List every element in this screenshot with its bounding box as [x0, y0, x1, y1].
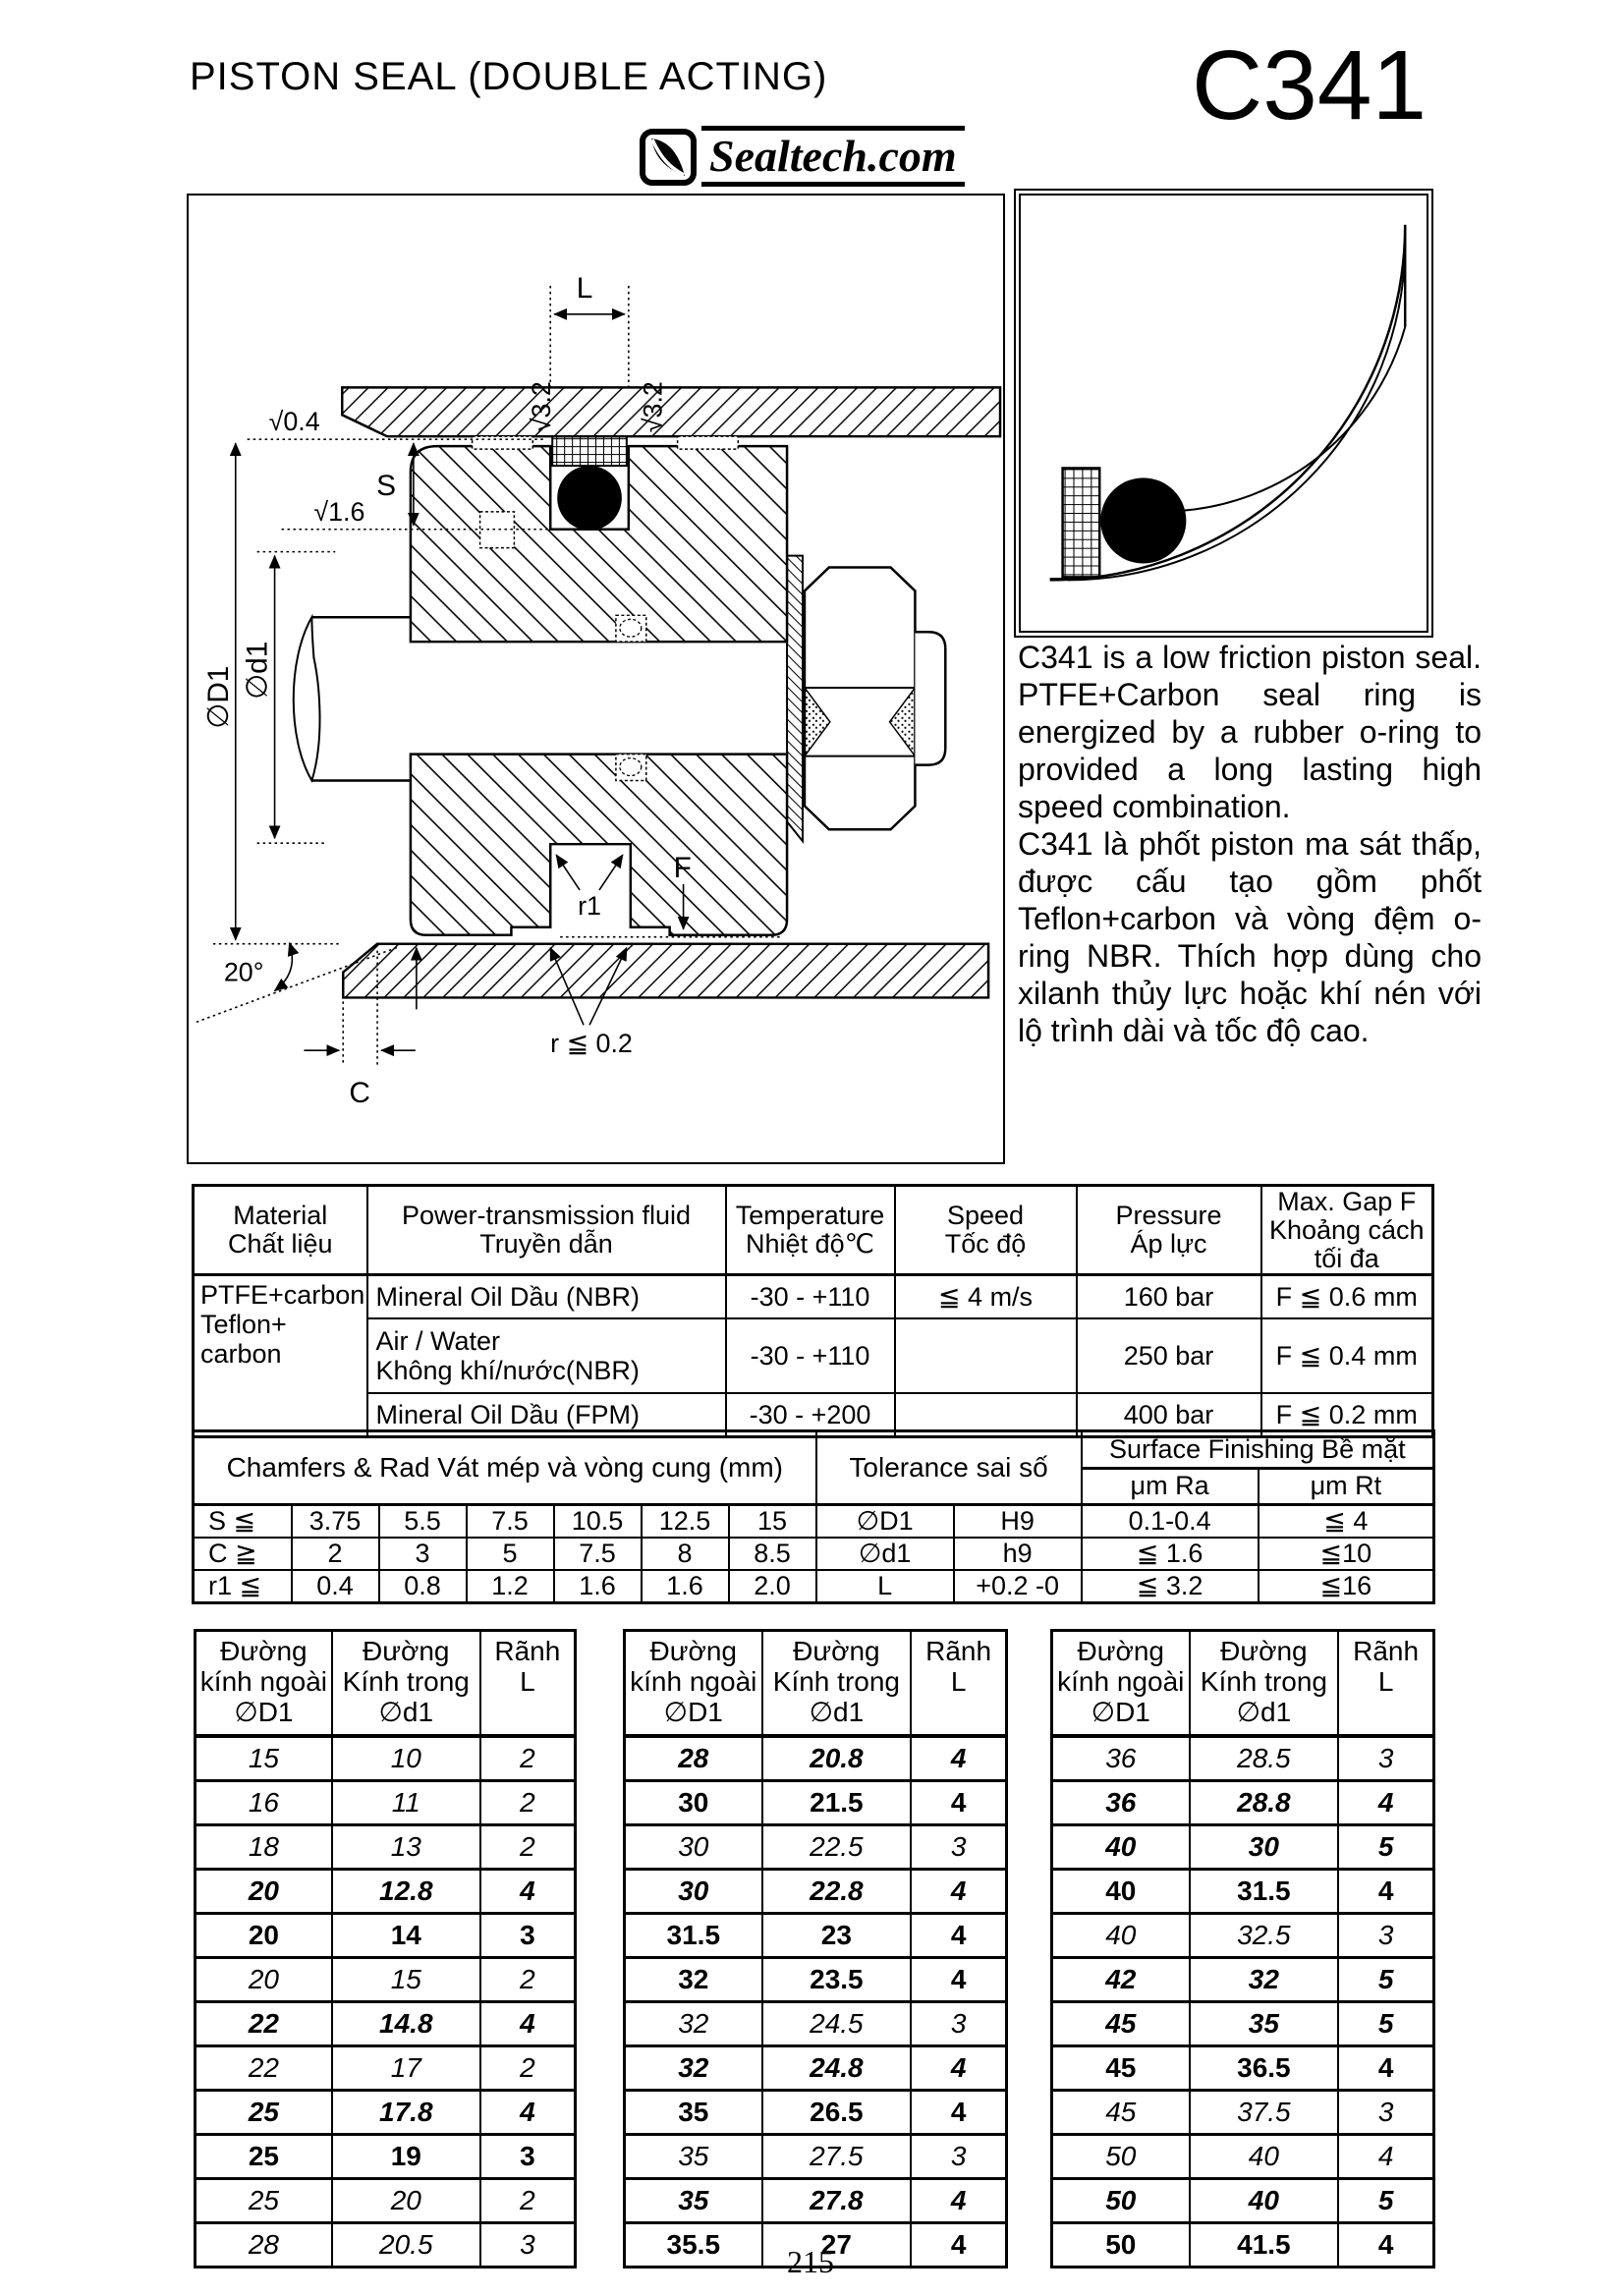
- table-row: [1052, 2223, 1434, 2268]
- table-row: [625, 2179, 1007, 2223]
- o-ring: [557, 466, 622, 531]
- table-row: [196, 2002, 576, 2046]
- table-row: [625, 2091, 1007, 2135]
- table-row: [196, 1914, 576, 1958]
- fluid-cell: Mineral Oil Dầu (NBR): [367, 1275, 726, 1319]
- dim-cell: 2: [480, 1958, 576, 2002]
- dim-cell: 28.8: [1190, 1781, 1339, 1825]
- dim-cell: 50: [1052, 2179, 1190, 2223]
- ptfe-ring-section: [1063, 468, 1100, 577]
- table-row: [625, 2135, 1007, 2179]
- dim-cell: 30: [625, 1870, 762, 1914]
- dim-cell: 20: [196, 1870, 332, 1914]
- table-row: [196, 1781, 576, 1825]
- table-row: [1052, 1914, 1434, 1958]
- dim-cell: 17: [332, 2046, 480, 2091]
- table-row: [1052, 2091, 1434, 2135]
- col-outer-diameter: Đường kính ngoài ∅D1: [1052, 1631, 1190, 1737]
- chamfer-row: S ≦ 3.75 5.5 7.5 10.5 12.5 15 ∅D1 H9 0.1-0.4 ≦ 4: [194, 1505, 1434, 1539]
- dim-cell: 15: [196, 1736, 332, 1781]
- dim-cell: 35: [625, 2091, 762, 2135]
- table-row: [196, 1736, 576, 1781]
- fluid-cell: Mineral Oil Dầu (FPM): [367, 1393, 726, 1437]
- dim-cell: 27.5: [762, 2135, 912, 2179]
- table-row: [625, 1870, 1007, 1914]
- dim-cell: 13: [332, 1825, 480, 1870]
- dim-cell: 11: [332, 1781, 480, 1825]
- dim-cell: 3: [911, 1825, 1006, 1870]
- seal-detail-svg: [1021, 196, 1427, 631]
- dim-cell: 22: [196, 2002, 332, 2046]
- table-row: [1052, 1958, 1434, 2002]
- dim-C: C: [349, 1076, 370, 1109]
- dim-cell: 14.8: [332, 2002, 480, 2046]
- dim-cell: 3: [480, 2135, 576, 2179]
- dimension-table-2: [623, 1629, 1008, 2268]
- piston-relief-groove: [480, 512, 515, 548]
- flange-plate: [787, 556, 803, 842]
- speed-cell: ≦ 4 m/s: [895, 1275, 1077, 1319]
- dim-cell: 4: [1338, 1870, 1433, 1914]
- o-ring-section: [1100, 477, 1186, 563]
- dim-cell: 4: [1338, 2223, 1433, 2268]
- dim-cell: 15: [332, 1958, 480, 2002]
- dim-L: L: [576, 271, 593, 305]
- dim-header-row: [196, 1631, 576, 1737]
- dim-cell: 20: [332, 2179, 480, 2223]
- cross-section-svg: [189, 196, 1003, 1162]
- dim-cell: 19: [332, 2135, 480, 2179]
- dim-roughness-3-2-right: √3.2: [638, 381, 668, 433]
- dim-cell: 41.5: [1190, 2223, 1339, 2268]
- dim-cell: 36.5: [1190, 2046, 1339, 2091]
- dim-cell: 50: [1052, 2223, 1190, 2268]
- dim-d1: ∅d1: [241, 641, 274, 700]
- dim-cell: 4: [1338, 2135, 1433, 2179]
- dim-cell: 28: [196, 2223, 332, 2268]
- gap-cell: F ≦ 0.2 mm: [1261, 1393, 1433, 1437]
- description-vietnamese: C341 là phốt piston ma sát thấp, được cấu tạo gồm phốt Teflon+carbon và vòng đệm o-ring NBR. Thích hợp dùng cho xilanh thủy lực hoặc khí nén với lộ trình dài và tốc độ cao.: [1018, 826, 1482, 1048]
- table-row: [625, 1958, 1007, 2002]
- logo-rule-bottom: [701, 182, 965, 187]
- dim-cell: 3: [1338, 2091, 1433, 2135]
- table-row: [1052, 2179, 1434, 2223]
- cylinder-wall-bottom: [343, 944, 988, 998]
- dim-cell: 26.5: [762, 2091, 912, 2135]
- dim-cell: 4: [911, 2179, 1006, 2223]
- dim-cell: 42: [1052, 1958, 1190, 2002]
- dim-cell: 24.8: [762, 2046, 912, 2091]
- dim-cell: 40: [1190, 2135, 1339, 2179]
- dim-angle-20: 20°: [223, 957, 264, 987]
- table-row: [1052, 1870, 1434, 1914]
- dim-r1: r1: [578, 890, 601, 921]
- table-row: [625, 1736, 1007, 1781]
- spec-header-row: [194, 1186, 1433, 1275]
- dim-cell: 30: [1190, 1825, 1339, 1870]
- cylinder-wall-top: [342, 387, 1000, 436]
- ptfe-seal-ring: [552, 436, 627, 466]
- dim-cell: 3: [1338, 1914, 1433, 1958]
- dim-cell: 2: [480, 2179, 576, 2223]
- dim-cell: 4: [1338, 2046, 1433, 2091]
- col-inner-diameter: Đường Kính trong ∅d1: [332, 1631, 480, 1737]
- dim-cell: 20.8: [762, 1736, 912, 1781]
- dim-cell: 45: [1052, 2002, 1190, 2046]
- logo-text: Sealtech.com: [709, 131, 957, 181]
- dim-cell: 21.5: [762, 1781, 912, 1825]
- drawing-geometry: [294, 387, 1000, 997]
- col-pressure: Pressure Áp lực: [1077, 1186, 1261, 1275]
- chamfer-row: C ≧ 2 3 5 7.5 8 8.5 ∅d1 h9 ≦ 1.6 ≦10: [194, 1538, 1434, 1570]
- material-cell: PTFE+carbon Teflon+ carbon: [194, 1275, 367, 1437]
- col-speed: Speed Tốc độ: [895, 1186, 1077, 1275]
- dim-cell: 17.8: [332, 2091, 480, 2135]
- spec-table: [192, 1184, 1434, 1438]
- table-row: [196, 2135, 576, 2179]
- dim-cell: 4: [911, 1870, 1006, 1914]
- table-row: [1052, 1825, 1434, 1870]
- surface-title: Surface Finishing Bề mặt: [1082, 1431, 1434, 1469]
- spec-row: [194, 1318, 1433, 1393]
- sealtech-logo-icon: [639, 126, 698, 187]
- dim-cell: 22: [196, 2046, 332, 2091]
- chamfer-table: [192, 1429, 1435, 1604]
- dim-cell: 12.8: [332, 1870, 480, 1914]
- dim-cell: 2: [480, 1825, 576, 1870]
- tolerance-title: Tolerance sai số: [816, 1431, 1082, 1505]
- dim-cell: 35: [1190, 2002, 1339, 2046]
- seal-detail-inset: [1014, 189, 1433, 638]
- page-number: 215: [787, 2244, 834, 2279]
- pressure-cell: 250 bar: [1077, 1318, 1261, 1393]
- dimension-table-1: [194, 1629, 577, 2268]
- dim-cell: 10: [332, 1736, 480, 1781]
- table-row: [1052, 1781, 1434, 1825]
- col-outer-diameter: Đường kính ngoài ∅D1: [196, 1631, 332, 1737]
- col-groove: Rãnh L: [480, 1631, 576, 1737]
- table-row: [1052, 1736, 1434, 1781]
- dim-cell: 4: [480, 2002, 576, 2046]
- dim-cell: 14: [332, 1914, 480, 1958]
- chamfer-row: r1 ≦ 0.4 0.8 1.2 1.6 1.6 2.0 L +0.2 -0 ≦ 3.2 ≦16: [194, 1570, 1434, 1603]
- dim-cell: 4: [911, 2046, 1006, 2091]
- dim-cell: 4: [911, 2091, 1006, 2135]
- dim-cell: 5: [1338, 1825, 1433, 1870]
- ra-header: μm Ra: [1082, 1468, 1259, 1505]
- page-title: PISTON SEAL (DOUBLE ACTING): [190, 55, 828, 98]
- pressure-cell: 160 bar: [1077, 1275, 1261, 1319]
- dim-cell: 4: [480, 2091, 576, 2135]
- dim-cell: 20.5: [332, 2223, 480, 2268]
- dim-S: S: [376, 469, 396, 502]
- dim-roughness-1-6: √1.6: [313, 496, 365, 527]
- dim-cell: 5: [1338, 2002, 1433, 2046]
- dim-cell: 4: [911, 1958, 1006, 2002]
- fluid-cell: Air / Water Không khí/nước(NBR): [367, 1318, 726, 1393]
- dim-cell: 36: [1052, 1781, 1190, 1825]
- rod-break-symbol: [294, 617, 320, 780]
- table-row: [196, 2179, 576, 2223]
- description-english: C341 is a low friction piston seal. PTFE+Carbon seal ring is energized by a rubber o-ring to provided a long lasting high speed combination.: [1018, 640, 1482, 824]
- static-oring-bottom: [620, 758, 642, 776]
- rod-outline: [311, 617, 411, 780]
- col-groove: Rãnh L: [911, 1631, 1006, 1737]
- dim-cell: 3: [911, 2002, 1006, 2046]
- dim-cell: 30: [625, 1825, 762, 1870]
- col-outer-diameter: Đường kính ngoài ∅D1: [625, 1631, 762, 1737]
- dim-cell: 35.5: [625, 2223, 762, 2268]
- dim-F: F: [673, 852, 692, 885]
- dim-cell: 37.5: [1190, 2091, 1339, 2135]
- dim-cell: 5: [1338, 1958, 1433, 2002]
- dim-r-max: r ≦ 0.2: [550, 1029, 633, 1059]
- dim-cell: 25: [196, 2091, 332, 2135]
- table-row: [625, 2046, 1007, 2091]
- dim-cell: 35: [625, 2135, 762, 2179]
- dim-header-row: [625, 1631, 1007, 1737]
- temp-cell: -30 - +200: [726, 1393, 895, 1437]
- table-row: [196, 2046, 576, 2091]
- dim-cell: 35: [625, 2179, 762, 2223]
- gap-cell: F ≦ 0.4 mm: [1261, 1318, 1433, 1393]
- col-gap: Max. Gap F Khoảng cách tối đa: [1261, 1186, 1433, 1275]
- table-row: [625, 1914, 1007, 1958]
- seal-detail-frame: [1019, 194, 1428, 633]
- table-row: [1052, 2135, 1434, 2179]
- dim-cell: 22.8: [762, 1870, 912, 1914]
- bore-recess-right: [678, 436, 739, 449]
- dim-cell: 3: [480, 2223, 576, 2268]
- dim-cell: 4: [480, 1870, 576, 1914]
- dim-cell: 23.5: [762, 1958, 912, 2002]
- dim-cell: 25: [196, 2179, 332, 2223]
- col-inner-diameter: Đường Kính trong ∅d1: [1190, 1631, 1339, 1737]
- table-row: [196, 2223, 576, 2268]
- col-groove: Rãnh L: [1338, 1631, 1433, 1737]
- dim-cell: 32: [625, 1958, 762, 2002]
- dim-cell: 31.5: [1190, 1870, 1339, 1914]
- dim-cell: 20: [196, 1914, 332, 1958]
- dim-cell: 40: [1052, 1914, 1190, 1958]
- description: [1018, 639, 1482, 1049]
- table-row: [196, 2091, 576, 2135]
- dim-D1: ∅D1: [201, 665, 235, 729]
- dim-cell: 4: [1338, 1781, 1433, 1825]
- chamfer-header-row: [194, 1431, 1434, 1469]
- dim-cell: 24.5: [762, 2002, 912, 2046]
- dim-cell: 4: [911, 1781, 1006, 1825]
- col-temperature: Temperature Nhiệt độ℃: [726, 1186, 895, 1275]
- dim-cell: 27: [762, 2223, 912, 2268]
- table-row: [196, 1958, 576, 2002]
- dim-roughness-3-2-left: √3.2: [527, 381, 557, 433]
- gap-cell: F ≦ 0.6 mm: [1261, 1275, 1433, 1319]
- dim-cell: 5: [1338, 2179, 1433, 2223]
- pressure-cell: 400 bar: [1077, 1393, 1261, 1437]
- dim-cell: 36: [1052, 1736, 1190, 1781]
- dim-header-row: [1052, 1631, 1434, 1737]
- table-row: [1052, 2002, 1434, 2046]
- dim-cell: 2: [480, 1736, 576, 1781]
- dim-cell: 28: [625, 1736, 762, 1781]
- dimension-table-3: [1050, 1629, 1435, 2268]
- dim-cell: 4: [911, 1914, 1006, 1958]
- dim-cell: 2: [480, 2046, 576, 2091]
- dim-cell: 40: [1052, 1870, 1190, 1914]
- dim-cell: 18: [196, 1825, 332, 1870]
- retainer-clip: [915, 632, 945, 764]
- dim-cell: 32: [1190, 1958, 1339, 2002]
- table-row: [196, 1870, 576, 1914]
- dim-cell: 3: [1338, 1736, 1433, 1781]
- hex-nut: [805, 568, 915, 830]
- static-oring-top: [620, 619, 642, 637]
- temp-cell: -30 - +110: [726, 1318, 895, 1393]
- dim-cell: 20: [196, 1958, 332, 2002]
- dim-cell: 32.5: [1190, 1914, 1339, 1958]
- col-material: Material Chất liệu: [194, 1186, 367, 1275]
- dim-cell: 31.5: [625, 1914, 762, 1958]
- part-number: C341: [1192, 30, 1427, 140]
- temp-cell: -30 - +110: [726, 1275, 895, 1319]
- chamfer-title: Chamfers & Rad Vát mép và vòng cung (mm): [194, 1431, 816, 1505]
- table-row: [1052, 2046, 1434, 2091]
- spec-row: [194, 1275, 1433, 1319]
- dim-cell: 3: [480, 1914, 576, 1958]
- dim-cell: 4: [911, 2223, 1006, 2268]
- dim-cell: 4: [911, 1736, 1006, 1781]
- dim-cell: 22.5: [762, 1825, 912, 1870]
- table-row: [625, 1825, 1007, 1870]
- dim-roughness-0-4: √0.4: [268, 407, 320, 437]
- rt-header: μm Rt: [1259, 1468, 1434, 1505]
- dim-cell: 3: [911, 2135, 1006, 2179]
- dim-cell: 45: [1052, 2046, 1190, 2091]
- dim-cell: 45: [1052, 2091, 1190, 2135]
- dim-cell: 23: [762, 1914, 912, 1958]
- col-inner-diameter: Đường Kính trong ∅d1: [762, 1631, 912, 1737]
- table-row: [196, 1825, 576, 1870]
- dim-cell: 25: [196, 2135, 332, 2179]
- bore-recess-left: [473, 436, 533, 449]
- dim-cell: 40: [1052, 1825, 1190, 1870]
- col-fluid: Power-transmission fluid Truyền dẫn: [367, 1186, 726, 1275]
- brand-logo: [639, 126, 965, 187]
- dim-cell: 27.8: [762, 2179, 912, 2223]
- dim-cell: 30: [625, 1781, 762, 1825]
- dim-cell: 32: [625, 2002, 762, 2046]
- dim-cell: 40: [1190, 2179, 1339, 2223]
- speed-cell: [895, 1318, 1077, 1393]
- table-row: [625, 2002, 1007, 2046]
- dim-cell: 28.5: [1190, 1736, 1339, 1781]
- dim-cell: 16: [196, 1781, 332, 1825]
- dim-cell: 32: [625, 2046, 762, 2091]
- dim-cell: 50: [1052, 2135, 1190, 2179]
- dim-cell: 2: [480, 1781, 576, 1825]
- table-row: [625, 1781, 1007, 1825]
- cross-section-drawing: [187, 194, 1005, 1164]
